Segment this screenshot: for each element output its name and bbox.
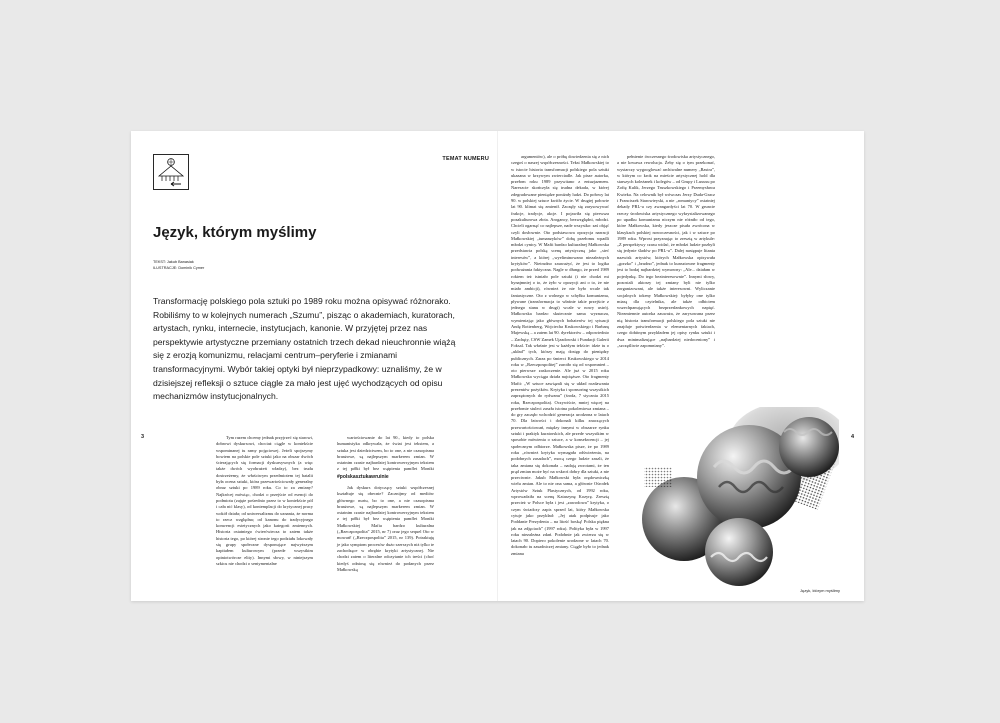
article-lead: Transformację polskiego pola sztuki po 1989 roku można opisywać różnorako. Robiliśmy to w kolejnych numerach „Szumu”, pisząc o akademiach, kuratorach, artystach, rynku, internecie, instytucjach, kanonie. W przyjętej przez nas perspektywie artystyczne przemiany ostatnich trzech dekad nieuchronnie wiążą się z erozją komunizmu, relacjami centrum–peryferie i zmianami transformacyjnymi. Wybór takiej optyki był nieprzypadkowy: uznaliśmy, że w dzisiejszej refleksji o sztuce ciągle za mało jest ujęć wychodzących od opisu mechanizmów instytucjonalnych. bbox=[153, 296, 456, 402]
spheres-illustration bbox=[639, 407, 839, 592]
body-column-2: wartościowanie do lat 90., kiedy to polska humanistyka odkrywała, że świat jest tekstem, a sztuka jest dziedzictwem, bo to one, a nie czasopisma branżowe, są najlepszym markerem zmian. W ostatnim czasie najbardziej kontrowersyjnym tekstem z tej półki był bez wątpienia pamflet Moniki bbox=[337, 435, 434, 472]
right-page bbox=[498, 131, 864, 601]
illustration-credit: ILUSTRACJE: Dominik Cymer bbox=[153, 265, 205, 270]
page-number-right: 4 bbox=[850, 434, 854, 440]
body-column-2-continued: Jak dyskurs dotyczący sztuki współczesnej kształtuje się obecnie? Zacznijmy od mediów głównego nurtu, bo to one, a nie czasopisma branżowe, są najlepszym markerem zmian. W ostatnim czasie najbardziej kontrowersyjnym tekstem z tej półki był bez wątpienia pamflet Moniki Małkowskiej Mafia bardzo kulturalna („Rzeczpospolita” 2015, nr 7) oraz jego sequel Oto w mowań! („Rzeczpospolita” 2015, nr 139). Potraktuję je jako symptom procesów dużo szerszych niż tylko te zachodzące w obrębie krytyki artystycznej. Nie chodzi zatem o literalne odczytanie ich treści (choć kiedyś odniosę się również do podanych przez Małkowską bbox=[337, 485, 434, 572]
section-label: TEMAT NUMERU bbox=[442, 156, 489, 162]
right-body-column-1: argumentów), ale o próbę dowiedzenia się z nich czegoś o naszej współczesności. Tekst Małkowskiej to w istocie historia transformacji polskiego pola sztuki ukazana w krzywym zwierciadle. Jak pisze autorka, przełom roku 1989 przywitano z entuzjazmem. Nareszcie skończyła się trudna dekada, w której zdegradowane pieniądze poniżały ludzi. Do połowy lat 90. w polskiej sztuce kwitło życie. W drugiej połowie lat 90. klimat się zmienił. Zaczęły się zarysowywać frakcje, tradycje, akcje. I pojawiła się pierwsza pozakulturowa złota. Arogancy, bezwzględni, młodzi. Chcieli ogarnąć co najlepsze, nade wszystko: zaś objąć czyli dosłownie. Oto podstawowa opozycja narracji Małkowskiej „tumanzyków” dobę przełomu wpadli młodzi cynicy. W Mafii bardzo kulturalnej Małkowska przedstawia polską scenę artystyczną jako „sieć interesów”, a której „wyeliminowano niezależnych krytyków”. Nietrudno zauważyć, że jest to logika podważania faktyczna. Nagle w dłungo, że przed 1989 rokiem też istniało pole sztuki (i nie chodzi mi bynajmniej o to, że żyło w opozycji ani o to, że nie miało ambicji), również że nie było wcale tak fantastyczne. Oto z wolnego w schyłku komunizmu, pływane (transformacja to właśnie takie przejście z jednego stanu w drugi) wcale w nowy ustrój. Małkowska bardzo skutecznie sama wyznacza, wymieniając jako głównych bohaterów tej sytuacji Andę Rottenberg, Wojciecha Krukowskiego i Barbarę Majewską – a zatem lat 90. dyrektorów – odpowiednio – Zachęty, CSW Zamek Ujazdowski i Fundacji Galerii Foksal. Tak właśnie jest w każdym tekście: idzie tu o „układ” tych, którzy mają dostęp do pieniędzy publicznych. Zaraz po śmierci Krukowskiego w 2014 roku w „Rzeczpospolitej” zaroiło się od wspomnień – oto pierwsze zaskoczenie. Ale już w 2015 roku Małkowska wyciąga działa najcięższe. Oto fragmenty Mafii: „W sztuce zawiązali się w układ rozdawania prezentów pożytków. Krytyka i sponsoring wszystkich zaprzężonych do rydwanu” (środa, 7 stycznia 2015 roku, Rzeczpospolita). Oczywiście, mniej więcej na przełomie stuleci zaszła istotna pokoleniowa zmiana – do gry zaczęło wchodzić generacja urodzona w latach 70. Dla łatwości i dokonali kilku znaczących przewartościowań, między innymi w obszarze rynku sztuki i praktyk kuratorskich, ale przede wszystkim w sposobie mówienia o sztuce, a w konsekwencji – jej społecznym odbiorze. Małkowska pisze, że po 1989 roku „również krytyka wymagała odświeżenia, na podobnych zasadach”, mocą czego ludzie zaszli, że taka zmiana się dokonała – nadają zwrotami, że ten prąd zmian może być na wskroś dobry dla sztuki, a nie przeciwnie. Jakub Małkowski była orędowniczką wielu zmian. Ale to nie ona sama, a głównie Ośrodek Artystów Sztuk Plastycznych, od 1992 roku, wprowadziła na scenę Katarzynę Kozyrę. Zresztą przecież w Polsce była i jest „zawodowa” krytyka, o czym świadczy zapis sprzed lat, który Małkowska cytuje jako przykład: „Jej atak podpisuje jako Poddanie Prezydenta – na litość boską! Polska piękna jak na zdjęciach” (1997 roku). Polityka była w 1997 roku niezależna zdań. Podobnie jak zwierza się w latach 90. Dopiero pokolenie urodzone w latach 70. dokonało tu zasadniczej zmiany. Ciągle było to jednak zmiana bbox=[511, 154, 609, 556]
magazine-spread bbox=[131, 131, 864, 601]
illustration-caption: Język, którym myślimy bbox=[800, 588, 840, 593]
right-body-column-2: pełnienie ówczesnego środowiska artystycznego, a nie krwawa rewolucja. Żeby się o tym przekonać, wystarczy wygooglować archiwalne numery „Rastra”, w którym co krok na mieście artystycznej hold dla starszych koleżanek i kolegów – od Grupy i Luxusu po Zofię Kulik, Jerzego Truszkowskiego i Przemysława Kwieka. Na celownik był wówczas Jerzy Duda-Gracz i Franciszek Starowieyski, a nie „romantycy” ostatniej dekady PRL-u czy awangardyści lat 70. W gruncie rzeczy środowiska artystycznego wykrystalizowanego po upadku komunizmu niczym nie różniło od tego, które Małkowska, kiedy jeszcze pisała zwrócona w klasykach polskiej nowoczesności, jak i w sztuce po 1989 roku. Wprost przyznając to zresztą w artykule: „Z perspektywy czasu widać, że młodzi ludzie pozbyli się jedynie śladów po PRL-u”. Dalej następuje litania nazwisk artystów, których Małkowska opisywała „gorzko” i „brudno”, jednak to kunsztowne fragmenty jest to bodaj najbardziej wymowny: „Ale... działam w pojedynkę. Do tego bezinteresownie”. Innymi słowy, pozostali aktorzy tej zmiany byli nie tylko zorganizowani, ale także interesowni. Wyliczanie socjalnych tokeny Małkowskiej: byłyby one tylko miarą dla czytelnika, ale także odbiciem wszechpanujących bezprzesłankowych napięć. Niezmiennie autorka zauważa, że zarysowana przez nią historia transformacji polskiego pola sztuki nie znajduje potwierdzenia w elementarnych faktach, czego dobitnym przykładem jej opisy rynku sztuki i dwa minimalizujące „najbardziej niedoceniony” i „szczęśliwie zapomniany”. bbox=[617, 154, 715, 348]
article-title: Język, którym myślimy bbox=[153, 224, 317, 241]
section-logo-icon bbox=[153, 154, 189, 190]
page-number-left: 3 bbox=[141, 434, 145, 440]
article-credits bbox=[153, 260, 204, 271]
section-hashtag: #polskasztukawruinie bbox=[337, 474, 389, 480]
left-page bbox=[131, 131, 497, 601]
text-credit: TEKST: Jakub Banasiak bbox=[153, 260, 194, 264]
body-column-1: Tym razem chcemy jednak przyjrzeć się starowi, dobrowi dyskursowi, chociaż ciągle w kontekście wspominanej tu ramy pojęciowej. Jeżeli spojrzymy bowiem na polskie pole sztuki jako na obszar dwóch ścierających się formacji dyskursywnych (a więc także dwóch wyobrażeń władzy), bez trudu dostrzeżemy, że właściwym przedmiotem tej batalii była ocena sztuki, która przewartościowały generalny obraz sztuki po 1989 roku. Co to za zmiany? Najkrócej mówiąc, chodzi o przejście od esencji do podmiotu (zajęte pośrednio przez to w kontekście pól i cała nić klasy), od kontemplacji do krytycznej pracy wokół działa; od uniwersalizmu do uznania, że norma to rzecz względna; od kanonu do tradycyjnego konwencji estetycznych jako kategorii zmiennych. Historia ostatniego ćwierćwiecza to zatem także historia tego, po której stronie tego podziału lokowały się grupy społeczne dysponujące najwyższym kapitałem kulturowym (przede wszystkim opiniotwórcze elity). Innymi słowy, w niniejszym szkicu nie chodzi o sentymentalne bbox=[216, 435, 313, 566]
